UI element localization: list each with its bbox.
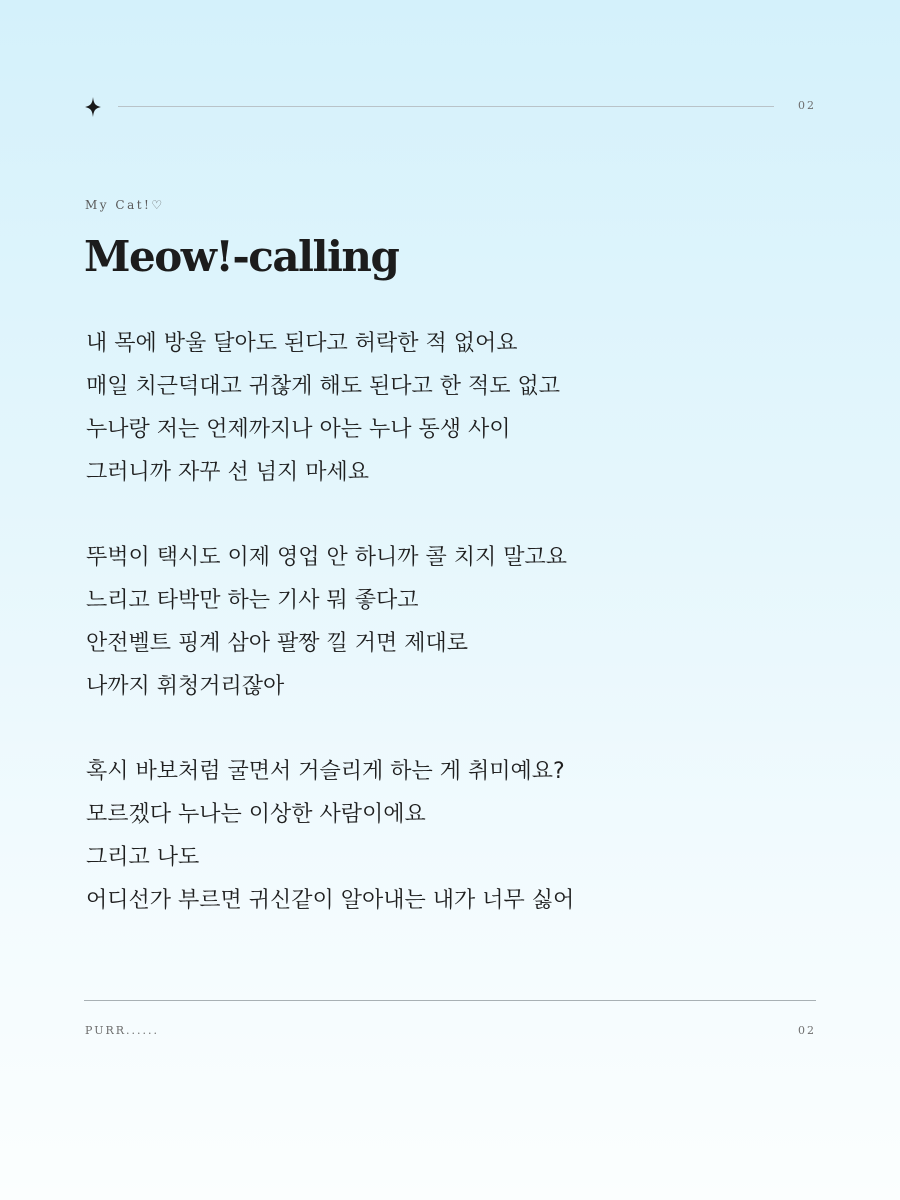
header-divider — [118, 106, 774, 107]
footer-label: PURR...... — [85, 1024, 160, 1037]
sparkle-icon — [84, 96, 102, 118]
lyric-line: 그러니까 자꾸 선 넘지 마세요 — [86, 460, 369, 485]
lyric-line: 모르겠다 누나는 이상한 사람이에요 — [86, 802, 426, 827]
lyric-line: 내 목에 방울 달아도 된다고 허락한 적 없어요 — [86, 331, 518, 356]
lyric-line: 매일 치근덕대고 귀찮게 해도 된다고 한 적도 없고 — [86, 374, 560, 399]
footer-page-number: 02 — [798, 1024, 816, 1037]
footer-divider — [84, 1000, 816, 1001]
lyric-line: 안전벨트 핑계 삼아 팔짱 낄 거면 제대로 — [86, 631, 468, 656]
lyric-line: 느리고 타박만 하는 기사 뭐 좋다고 — [86, 588, 419, 613]
lyric-line: 어디선가 부르면 귀신같이 알아내는 내가 너무 싫어 — [86, 888, 575, 913]
stanza-1 — [86, 322, 806, 494]
page-title: Meow!-calling — [84, 232, 399, 281]
header-rule — [84, 96, 816, 118]
header-page-number: 02 — [798, 99, 816, 112]
lyric-line: 뚜벅이 택시도 이제 영업 안 하니까 콜 치지 말고요 — [86, 545, 567, 570]
lyric-line: 나까지 휘청거리잖아 — [86, 674, 285, 699]
kicker-label: My Cat!♡ — [85, 198, 165, 212]
stanza-2 — [86, 536, 806, 708]
lyric-line: 혹시 바보처럼 굴면서 거슬리게 하는 게 취미예요? — [86, 759, 565, 784]
lyric-line: 그리고 나도 — [86, 845, 200, 870]
lyrics-body — [86, 322, 806, 964]
lyric-line: 누나랑 저는 언제까지나 아는 누나 동생 사이 — [86, 417, 511, 442]
stanza-3 — [86, 750, 806, 922]
